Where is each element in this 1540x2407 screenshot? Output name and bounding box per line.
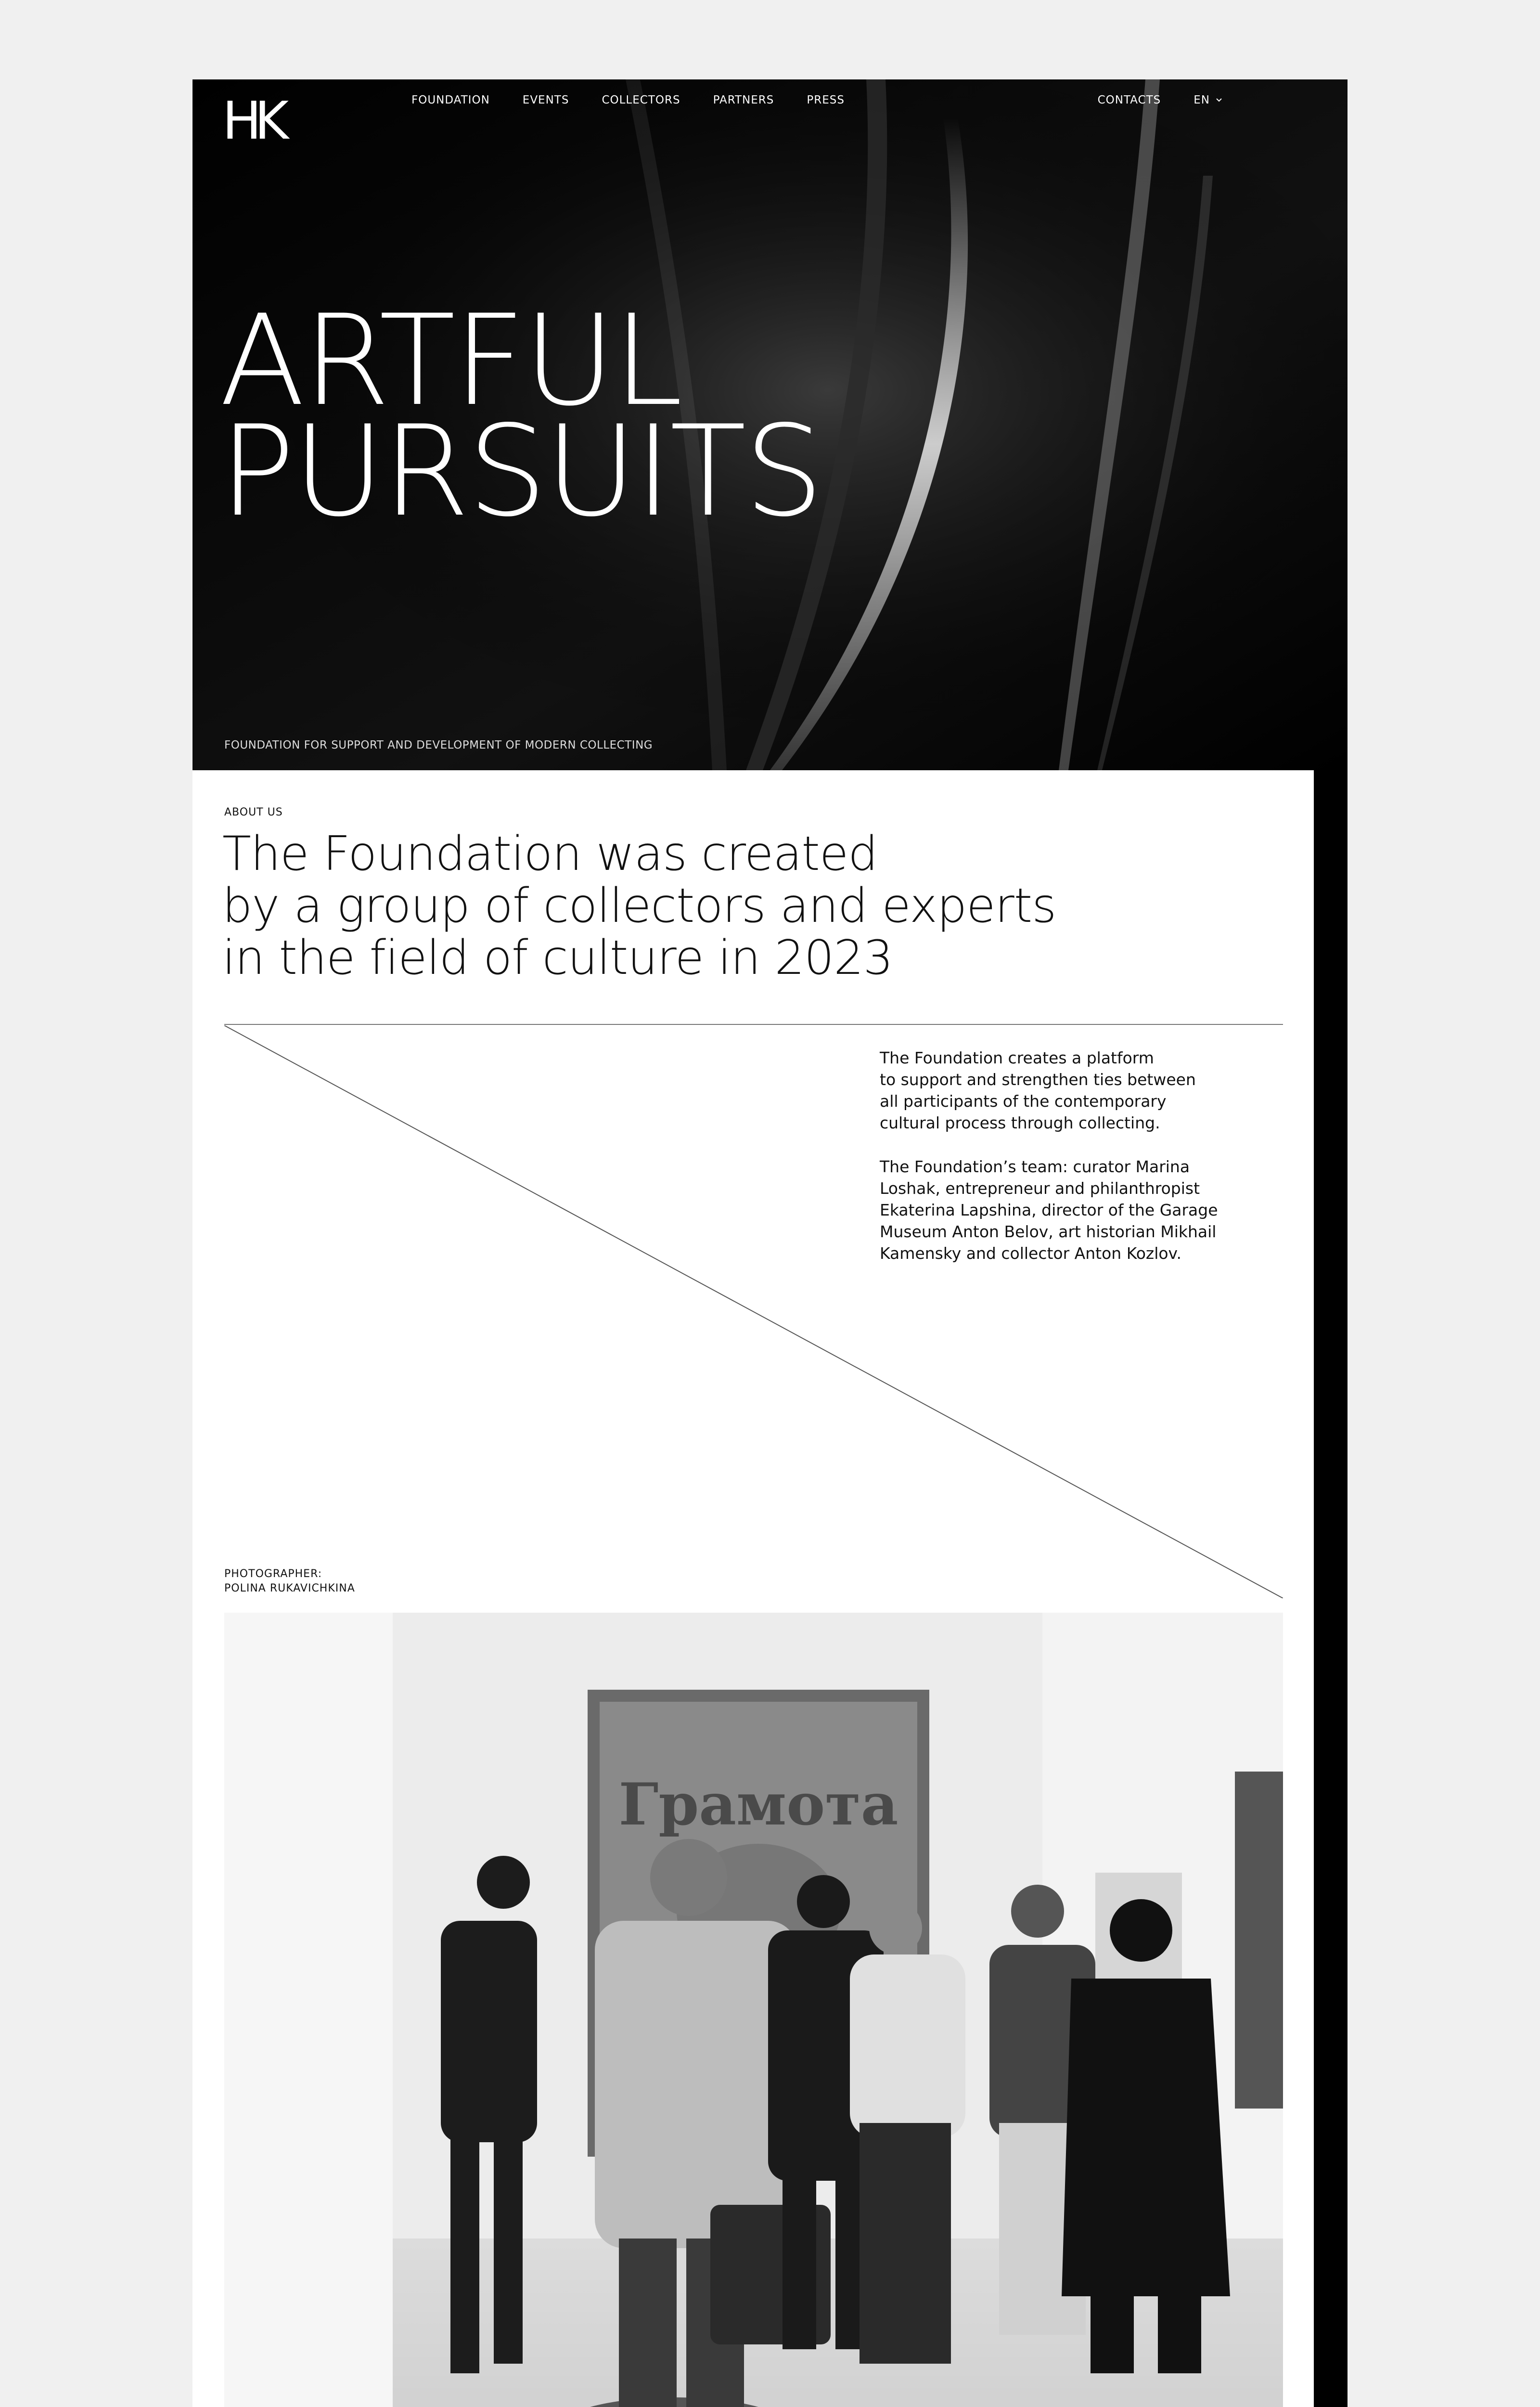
divider	[224, 1024, 1283, 1025]
text-line: Kamensky and collector Anton Kozlov.	[880, 1244, 1182, 1263]
language-label: EN	[1194, 94, 1210, 106]
nav-press[interactable]: PRESS	[807, 94, 845, 106]
nav-collectors[interactable]: COLLECTORS	[602, 94, 680, 106]
text-line: all participants of the contemporary	[880, 1092, 1167, 1111]
photo-credit-label: PHOTOGRAPHER:	[224, 1568, 322, 1580]
logo[interactable]: HK	[222, 91, 282, 151]
text-line: The Foundation creates a platform	[880, 1048, 1154, 1067]
nav-foundation[interactable]: FOUNDATION	[411, 94, 490, 106]
nav-contacts[interactable]: CONTACTS	[1097, 94, 1161, 106]
hero-section	[192, 79, 1348, 770]
header-right	[1098, 94, 1222, 106]
about-paragraph	[880, 1047, 1245, 1134]
nav-events[interactable]: EVENTS	[522, 94, 569, 106]
hero-subtitle: FOUNDATION FOR SUPPORT AND DEVELOPMENT OF MODERN COLLECTING	[224, 739, 653, 751]
text-line: Loshak, entrepreneur and philanthropist	[880, 1179, 1200, 1198]
main-content	[192, 770, 1314, 2407]
photo-credit-name: POLINA RUKAVICHKINA	[224, 1582, 355, 1594]
about-heading	[222, 828, 1056, 984]
text-line: The Foundation’s team: curator Marina	[880, 1157, 1190, 1176]
text-line: Ekaterina Lapshina, director of the Garage	[880, 1201, 1218, 1219]
main-nav	[411, 94, 877, 106]
hero-title-line-2: PURSUITS	[219, 399, 822, 544]
text-line: cultural process through collecting.	[880, 1113, 1160, 1132]
photo-credit	[224, 1567, 355, 1596]
about-heading-line: in the field of culture in 2023	[222, 931, 893, 985]
language-selector[interactable]	[1194, 94, 1222, 106]
team-photo	[224, 1613, 1283, 2407]
poster-text: Грамота	[618, 1771, 898, 1838]
about-text	[880, 1047, 1245, 1286]
nav-partners[interactable]: PARTNERS	[713, 94, 774, 106]
about-heading-line: by a group of collectors and experts	[222, 879, 1056, 933]
about-heading-line: The Foundation was created	[222, 827, 878, 881]
hero-title-line-1: ARTFUL	[219, 288, 681, 434]
hero-title	[219, 288, 822, 544]
about-paragraph	[880, 1156, 1245, 1264]
chevron-down-icon	[1216, 98, 1222, 103]
section-label-about: ABOUT US	[224, 806, 283, 818]
text-line: Museum Anton Belov, art historian Mikhail	[880, 1222, 1217, 1241]
text-line: to support and strengthen ties between	[880, 1070, 1196, 1089]
